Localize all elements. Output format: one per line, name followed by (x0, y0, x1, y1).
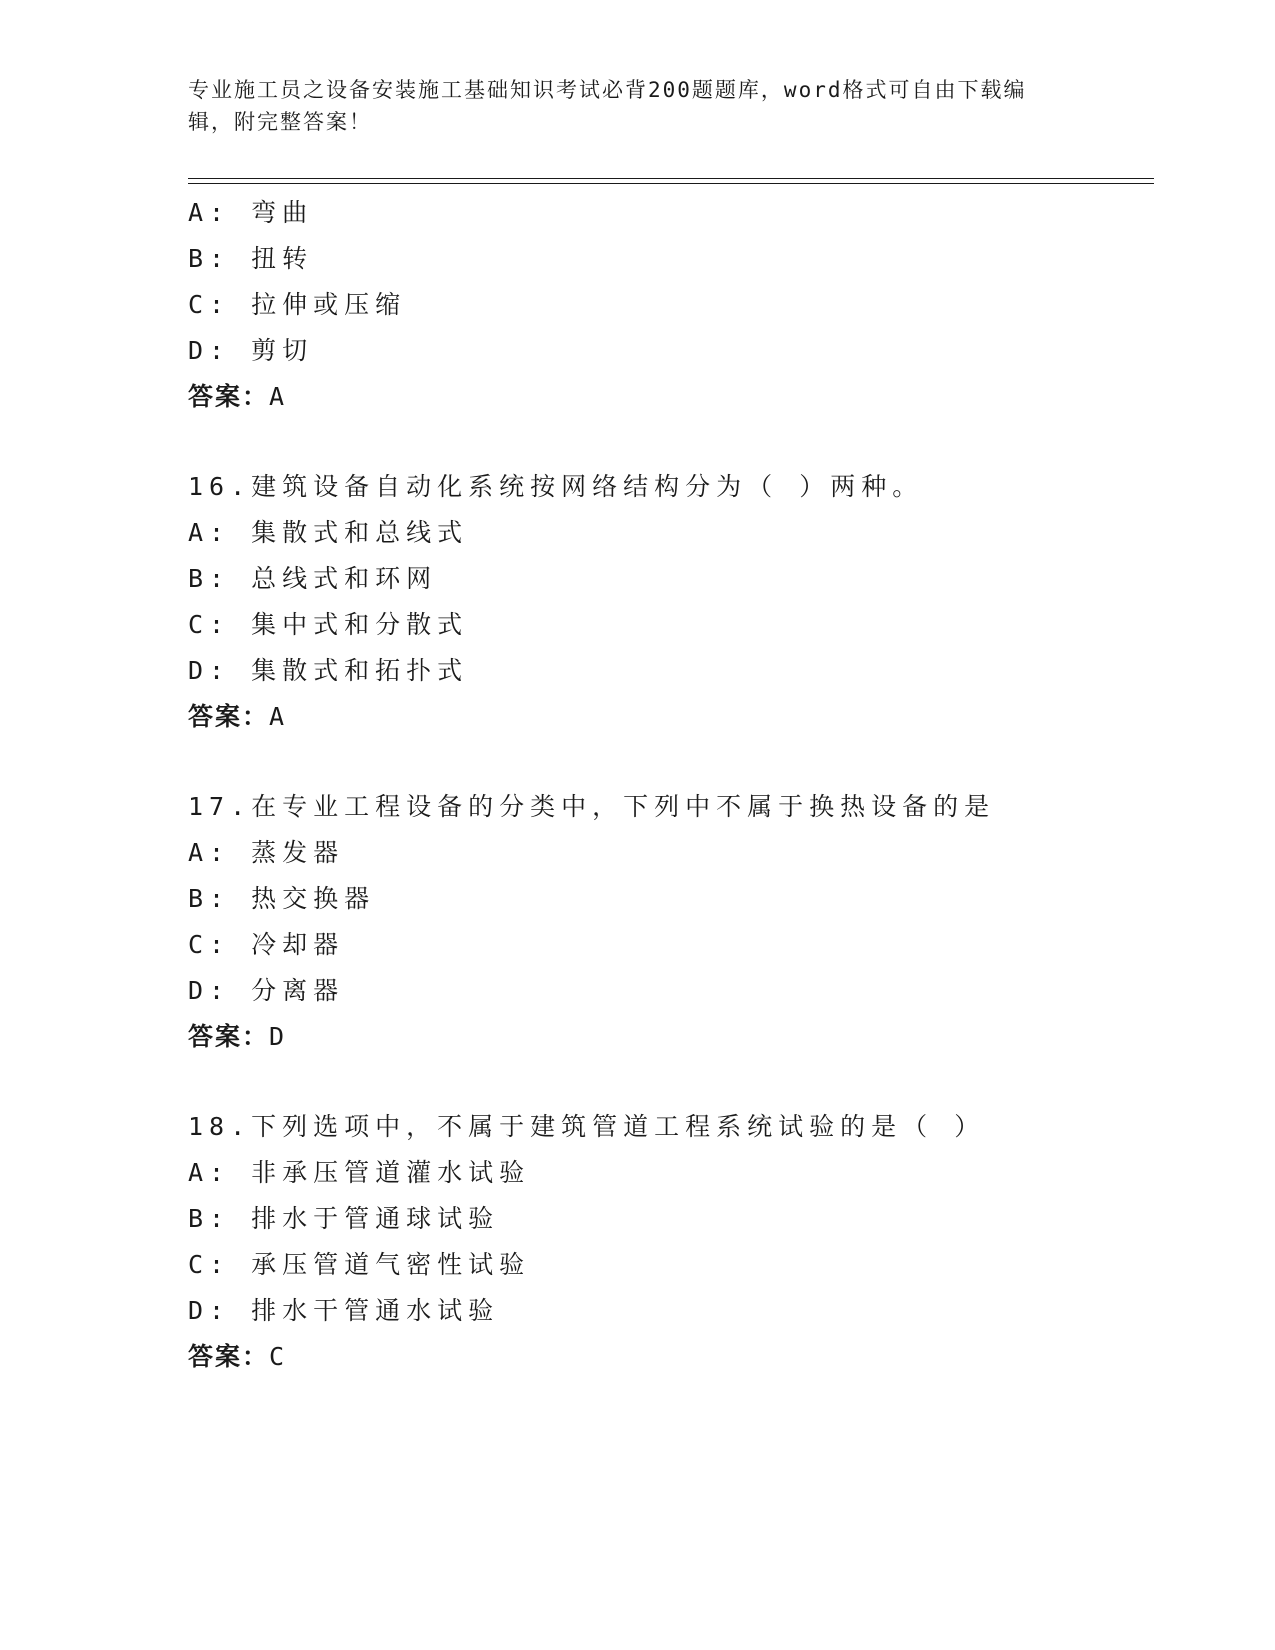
question-block (188, 1104, 1148, 1380)
question-stem: 16.建筑设备自动化系统按网络结构分为（ ）两种。 (188, 472, 924, 501)
option-c: C: 拉伸或压缩 (188, 290, 407, 319)
option-c: C: 集中式和分散式 (188, 610, 469, 639)
answer-value: A (269, 382, 287, 411)
header-divider-top (188, 178, 1154, 179)
option-a: A: 非承压管道灌水试验 (188, 1158, 531, 1187)
option-d: D: 剪切 (188, 336, 314, 365)
option-d: D: 分离器 (188, 976, 345, 1005)
option-b: B: 热交换器 (188, 884, 376, 913)
answer-value: D (269, 1022, 287, 1051)
option-d: D: 集散式和拓扑式 (188, 656, 469, 685)
answer-value: C (269, 1342, 287, 1371)
answer-label: 答案： (188, 382, 270, 411)
option-c: C: 承压管道气密性试验 (188, 1250, 531, 1279)
option-a: A: 弯曲 (188, 198, 314, 227)
header-divider-bottom (188, 183, 1154, 184)
question-block (188, 190, 1148, 420)
document-header: 专业施工员之设备安装施工基础知识考试必背200题题库，word格式可自由下载编辑，附完整答案！ (188, 78, 1027, 134)
option-a: A: 蒸发器 (188, 838, 345, 867)
answer-label: 答案： (188, 702, 270, 731)
option-c: C: 冷却器 (188, 930, 345, 959)
question-list (188, 190, 1148, 1380)
answer-value: A (269, 702, 287, 731)
option-b: B: 扭转 (188, 244, 314, 273)
option-b: B: 总线式和环网 (188, 564, 438, 593)
question-block (188, 464, 1148, 740)
answer-line (188, 1334, 1148, 1380)
question-block (188, 784, 1148, 1060)
option-d: D: 排水干管通水试验 (188, 1296, 500, 1325)
answer-line (188, 694, 1148, 740)
answer-line (188, 374, 1148, 420)
answer-line (188, 1014, 1148, 1060)
question-stem: 17.在专业工程设备的分类中，下列中不属于换热设备的是 (188, 792, 996, 821)
option-a: A: 集散式和总线式 (188, 518, 469, 547)
answer-label: 答案： (188, 1342, 270, 1371)
question-stem: 18.下列选项中，不属于建筑管道工程系统试验的是（ ） (188, 1112, 986, 1141)
option-b: B: 排水于管通球试验 (188, 1204, 500, 1233)
answer-label: 答案： (188, 1022, 270, 1051)
